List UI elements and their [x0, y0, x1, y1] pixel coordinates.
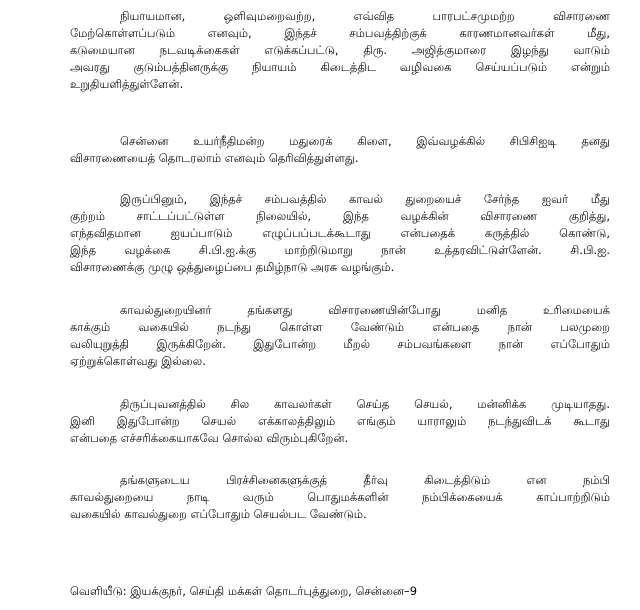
paragraph-line: காவல்துறையினர் தங்களது விசாரணையின்போது மனித உரிமையைக் [120, 303, 610, 317]
paragraph-line: தங்களுடைய பிரச்சினைகளுக்குத் தீர்வு கிடைத்திடும் என நம்பி [120, 473, 610, 487]
paragraph-high-court [70, 133, 610, 167]
paragraph-fair-investigation [70, 8, 610, 93]
paragraph-line: நியாயமான, ஒளிவுமறைவற்ற, எவ்வித பாரபட்சமுமற்ற விசாரணை [120, 9, 610, 23]
paragraph-line: இருப்பினும், இந்தச் சம்பவத்தில் காவல் துறையைச் சேர்ந்த ஐவர் மீது [120, 192, 610, 206]
paragraph-line: வலியுறுத்தி இருக்கிறேன். இதுபோன்ற மீறல் சம்பவங்களை நான் எப்போதும் [70, 337, 610, 351]
paragraph-line: அவரது குடும்பத்தினருக்கு நியாயம் கிடைத்திட வழிவகை செய்யப்படும் என்றும் [70, 60, 610, 74]
paragraph-cbi-transfer [70, 191, 610, 276]
paragraph-line: குற்றம் சாட்டப்பட்டுள்ள நிலையில், இந்த வழக்கின் விசாரணை குறித்து, [70, 209, 610, 223]
paragraph-line: விசாரணைக்கு முழு ஒத்துழைப்பை தமிழ்நாடு அரசு வழங்கும். [70, 260, 395, 274]
paragraph-warning [70, 396, 610, 447]
paragraph-public-trust [70, 472, 610, 523]
paragraph-line: ஏற்றுக்கொள்வது இல்லை. [70, 354, 206, 368]
paragraph-line: எந்தவிதமான ஐயப்பாடும் எழுப்பப்படக்கூடாது என்பதைக் கருத்தில் கொண்டு, [70, 226, 610, 240]
paragraph-line: மேற்கொள்ளப்படும் எனவும், இந்தச் சம்பவத்திற்குக் காரணமானவர்கள் மீது, [70, 26, 610, 40]
paragraph-line: திருப்புவனத்தில் சில காவலர்கள் செய்த செயல், மன்னிக்க முடியாதது. [120, 397, 610, 411]
paragraph-line: வகையில் காவல்துறை எப்போதும் செயல்பட வேண்டும். [70, 507, 367, 521]
paragraph-line: இனி இதுபோன்ற செயல் எக்காலத்திலும் எங்கும் யாராலும் நடந்துவிடக் கூடாது [70, 414, 610, 428]
paragraph-line: காக்கும் வகையில் நடந்து கொள்ள வேண்டும் என்பதை நான் பலமுறை [70, 320, 610, 334]
paragraph-line: என்பதை எச்சரிக்கையாகவே சொல்ல விரும்புகிறேன். [70, 431, 349, 445]
paragraph-line: காவல்துறையை நாடி வரும் பொதுமக்களின் நம்பிக்கையைக் காப்பாற்றிடும் [70, 490, 610, 504]
paragraph-human-rights [70, 302, 610, 370]
publisher-footer: வெளியீடு: இயக்குநர், செய்தி மக்கள் தொடர்புத்துறை, சென்னை–9 [70, 584, 418, 598]
paragraph-line: விசாரணையைத் தொடரலாம் எனவும் தெரிவித்துள்ளது. [70, 151, 359, 165]
paragraph-line: கடுமையான நடவடிக்கைகள் எடுக்கப்பட்டு, திரு. அஜித்குமாரை இழந்து வாடும் [70, 43, 610, 57]
paragraph-line: சென்னை உயர்நீதிமன்ற மதுரைக் கிளை, இவ்வழக்கில் சிபிசிஐடி தனது [120, 134, 610, 148]
paragraph-line: இந்த வழக்கை சி.பி.ஐ.க்கு மாற்றிடுமாறு நான் உத்தரவிட்டுள்ளேன். சி.பி.ஐ. [70, 243, 610, 257]
paragraph-line: உறுதியளித்துள்ளேன். [70, 77, 184, 91]
